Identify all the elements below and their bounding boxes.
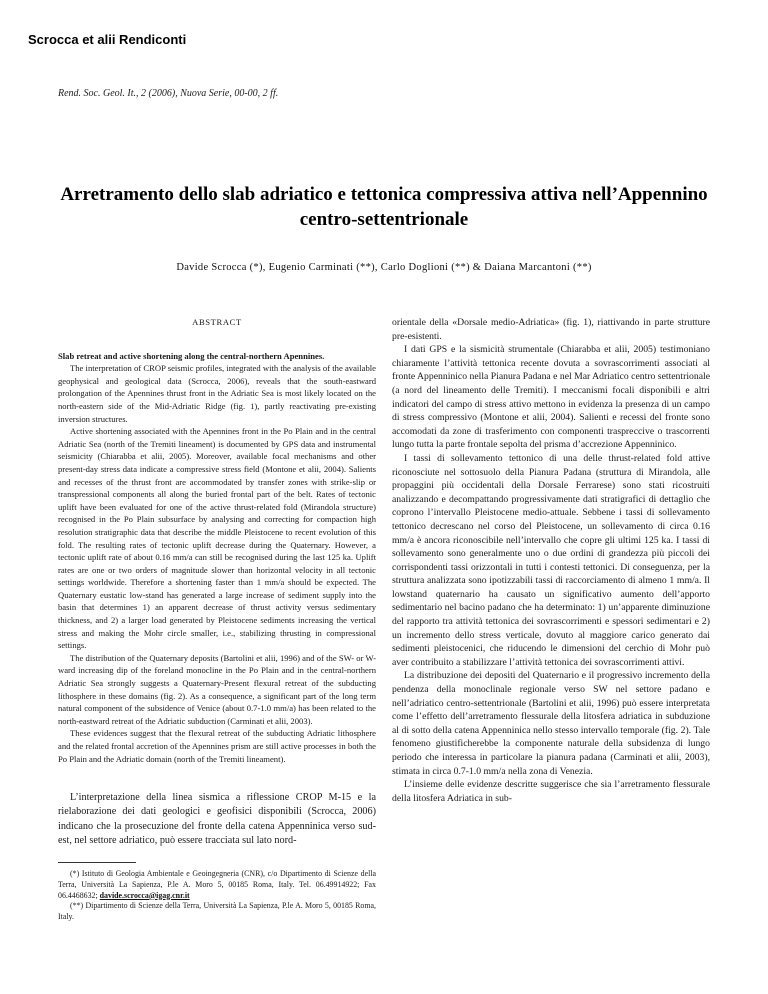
body-paragraph: L’interpretazione della linea sismica a riflessione CROP M-15 e la rielaborazione dei dati geologici e geofisici disponibili (Scrocca, 2006) indicano che la prosecuzione del fronte della catena Appenninica verso sud-est, nel settore adriatico, può essere tracciata sul lato nord- (58, 792, 376, 846)
email-link[interactable]: davide.scrocca@igag.cnr.it (99, 890, 190, 900)
body-paragraph: La distribuzione dei depositi del Quaternario e il progressivo incremento della pendenza della monoclinale regionale verso SW nel settore padano e nell’adriatico centro-settentrionale (Bartolini et alii, 1996) può essere interpretata come l’effetto dell’arretramento flessurale della litosfera adriatica in subduzione al di sotto della catena Appenninica nello stesso intervallo temporale (fig. 2). Tale fenomeno giustificherebbe la componente naturale della subsidenza di lungo periodo che interessa in particolare la pianura padana (Carminati et alii, 2003), stimata in circa 0.7-1.0 mm/a nella zona di Venezia. (392, 670, 710, 777)
abstract-paragraph: The interpretation of CROP seismic profiles, integrated with the analysis of the available geophysical and geological data (Scrocca, 2006), reveals that the south-eastward prolongation of the Apennines thrust front in the Adriatic Sea is most likely located on the north-eastern side of the Mid-Adriatic Ridge (fig. 1), partly reactivating pre-existing inversion structures. (58, 363, 376, 424)
footnote-divider (58, 862, 136, 863)
abstract-paragraph: Active shortening associated with the Apennines front in the Po Plain and in the central Adriatic Sea (north of the Tremiti lineament) is documented by GPS data and instrumental seismicity (Chiarabba et alii, 2005). Moreover, available focal mechanisms and other present-day stress data indicate a compressive stress field (Montone et alii, 2004). Salients and recesses of the thrust front are accommodated by transfer zones with strike-slip or transpressional components all along the buried frontal part of the belt. Rates of tectonic uplift have been evaluated for one of the active thrust-related fold (Mirandola structure) recognised in the Po Plain subsurface by analysing and correcting for compaction high resolution stratigraphic data that describe the middle Pleistocene to recent evolution of this fold. The resulting rates of tectonic uplift decrease during the Quaternary. However, a tectonic uplift rate of about 0.16 mm/a can still be recognised during the last 125 ka. Uplift rates are one or two orders of magnitude slower than horizontal velocity in all tectonic settings worldwide. Therefore a shortening faster than 1 mm/a should be expected. The Quaternary eustatic low-stand has generated a large increase of sediment supply into the basin that determines 1) an apparent decrease of thrust activity versus sedimentary thickness, and 2) a larger load generated by Pleistocene sediments increasing the vertical stress and making the Mohr circle smaller, i.e., stabilizing thrusting in compressional settings. (58, 426, 376, 651)
footnote-text: (*) Istituto di Geologia Ambientale e Geoingegneria (CNR), c/o Dipartimento di Scienze della Terra, Università La Sapienza, P.le A. Moro 5, 00185 Roma, Italy. Tel. 06.49914922; Fax 06.4468632; (58, 869, 376, 900)
abstract-paragraph: The distribution of the Quaternary deposits (Bartolini et alii, 1996) and of the SW- or W-ward increasing dip of the foreland monocline in the Po Plain and in the central-northern Adriatic Sea strongly suggests a Quaternary-Present flexural retreat of the subducting lithosphere in these domains (fig. 2). As a consequence, a significant part of the long term natural component of the subsidence of Venice (about 0.7-1.0 mm/a) has been related to the north-eastward retreat of the Adriatic subduction (Carminati et alii, 2003). (58, 652, 376, 726)
abstract-title: Slab retreat and active shortening along the central-northern Apennines. (58, 350, 325, 361)
italian-intro (58, 791, 376, 848)
abstract-heading: ABSTRACT (192, 317, 242, 327)
running-head: Scrocca et alii Rendiconti (28, 32, 187, 47)
article-title: Arretramento dello slab adriatico e tettonica compressiva attiva nell’Appennino centro-settentrionale (60, 184, 708, 230)
author-list: Davide Scrocca (*), Eugenio Carminati (**), Carlo Doglioni (**) & Daiana Marcantoni (**) (176, 262, 592, 273)
body-paragraph: orientale della «Dorsale medio-Adriatica» (fig. 1), riattivando in parte strutture pre-esistenti. (392, 317, 710, 342)
body-paragraph: L’insieme delle evidenze descritte suggerisce che sia l’arretramento flessurale della litosfera Adriatica in sub- (392, 779, 710, 804)
footnote-affiliation-1 (58, 869, 376, 901)
footnote-affiliation-2: (**) Dipartimento di Scienze della Terra, Università La Sapienza, P.le A. Moro 5, 00185 Roma, Italy. (58, 901, 376, 922)
abstract-paragraph: These evidences suggest that the flexural retreat of the subducting Adriatic lithosphere and the related frontal accretion of the Apennines prism are still active processes in both the Po Plain and the Adriatic domain (north of the Tremiti lineament). (58, 728, 376, 764)
journal-citation: Rend. Soc. Geol. It., 2 (2006), Nuova Serie, 00-00, 2 ff. (58, 88, 279, 99)
body-paragraph: I tassi di sollevamento tettonico di una delle thrust-related fold attive riconosciute nel sottosuolo della Pianura Padana (struttura di Mirandola, alle propaggini più occidentali della Dorsale Ferrarese) sono stati ricostruiti analizzando e decompattando progressivamente dati stratigrafici di dettaglio che coprono l’intervallo Pleistocene medio-attuale. Sebbene i tassi di sollevamento tettonico decrescano nel corso del Pleistocene, un sollevamento di circa 0.16 mm/a è ancora riconoscibile nell’intervallo che copre gli ultimi 125 ka. I tassi di sollevamento sono generalmente uno o due ordini di grandezza più piccoli dei corrispondenti tassi orizzontali in tutti i contesti tettonici. Di conseguenza, per la struttura analizzata sono ipotizzabili tassi di raccorciamento di almeno 1 mm/a. Il lowstand quaternario ha causato un significativo aumento dell’apporto sedimentario nel bacino padano che ha determinato: 1) un’apparente diminuzione del rapporto tra attività tettonica dei sovrascorrimenti e spessori sedimentari e 2) un incremento dello stress verticale, dovuto al maggiore carico generato dai sedimenti pleistocenici, che riducendo le dimensioni del cerchio di Mohr può aver contribuito a stabilizzare l’attività tettonica dei sovrascorrimenti attivi. (392, 452, 710, 668)
left-column (58, 316, 376, 923)
right-column (392, 316, 710, 805)
body-paragraph: I dati GPS e la sismicità strumentale (Chiarabba et alii, 2005) testimoniano chiaramente l’attività tettonica recente dovuta a sovrascorrimenti associati al fronte Appenninico nella Pianura Padana e nel Mar Adriatico centro settentrionale (a nord del lineamento delle Tremiti). I meccanismi focali disponibili e altri indicatori del campo di stress attivo mettono in evidenza la presenza di un campo di stress compressivo (Montone et alii, 2004). Salienti e recessi del fronte sono accomodati da zone di trasferimento con componenti trasprессive o trascorrenti lungo tutta la parte frontale sepolta del prisma d’accrezione Appenninico. (392, 344, 710, 451)
